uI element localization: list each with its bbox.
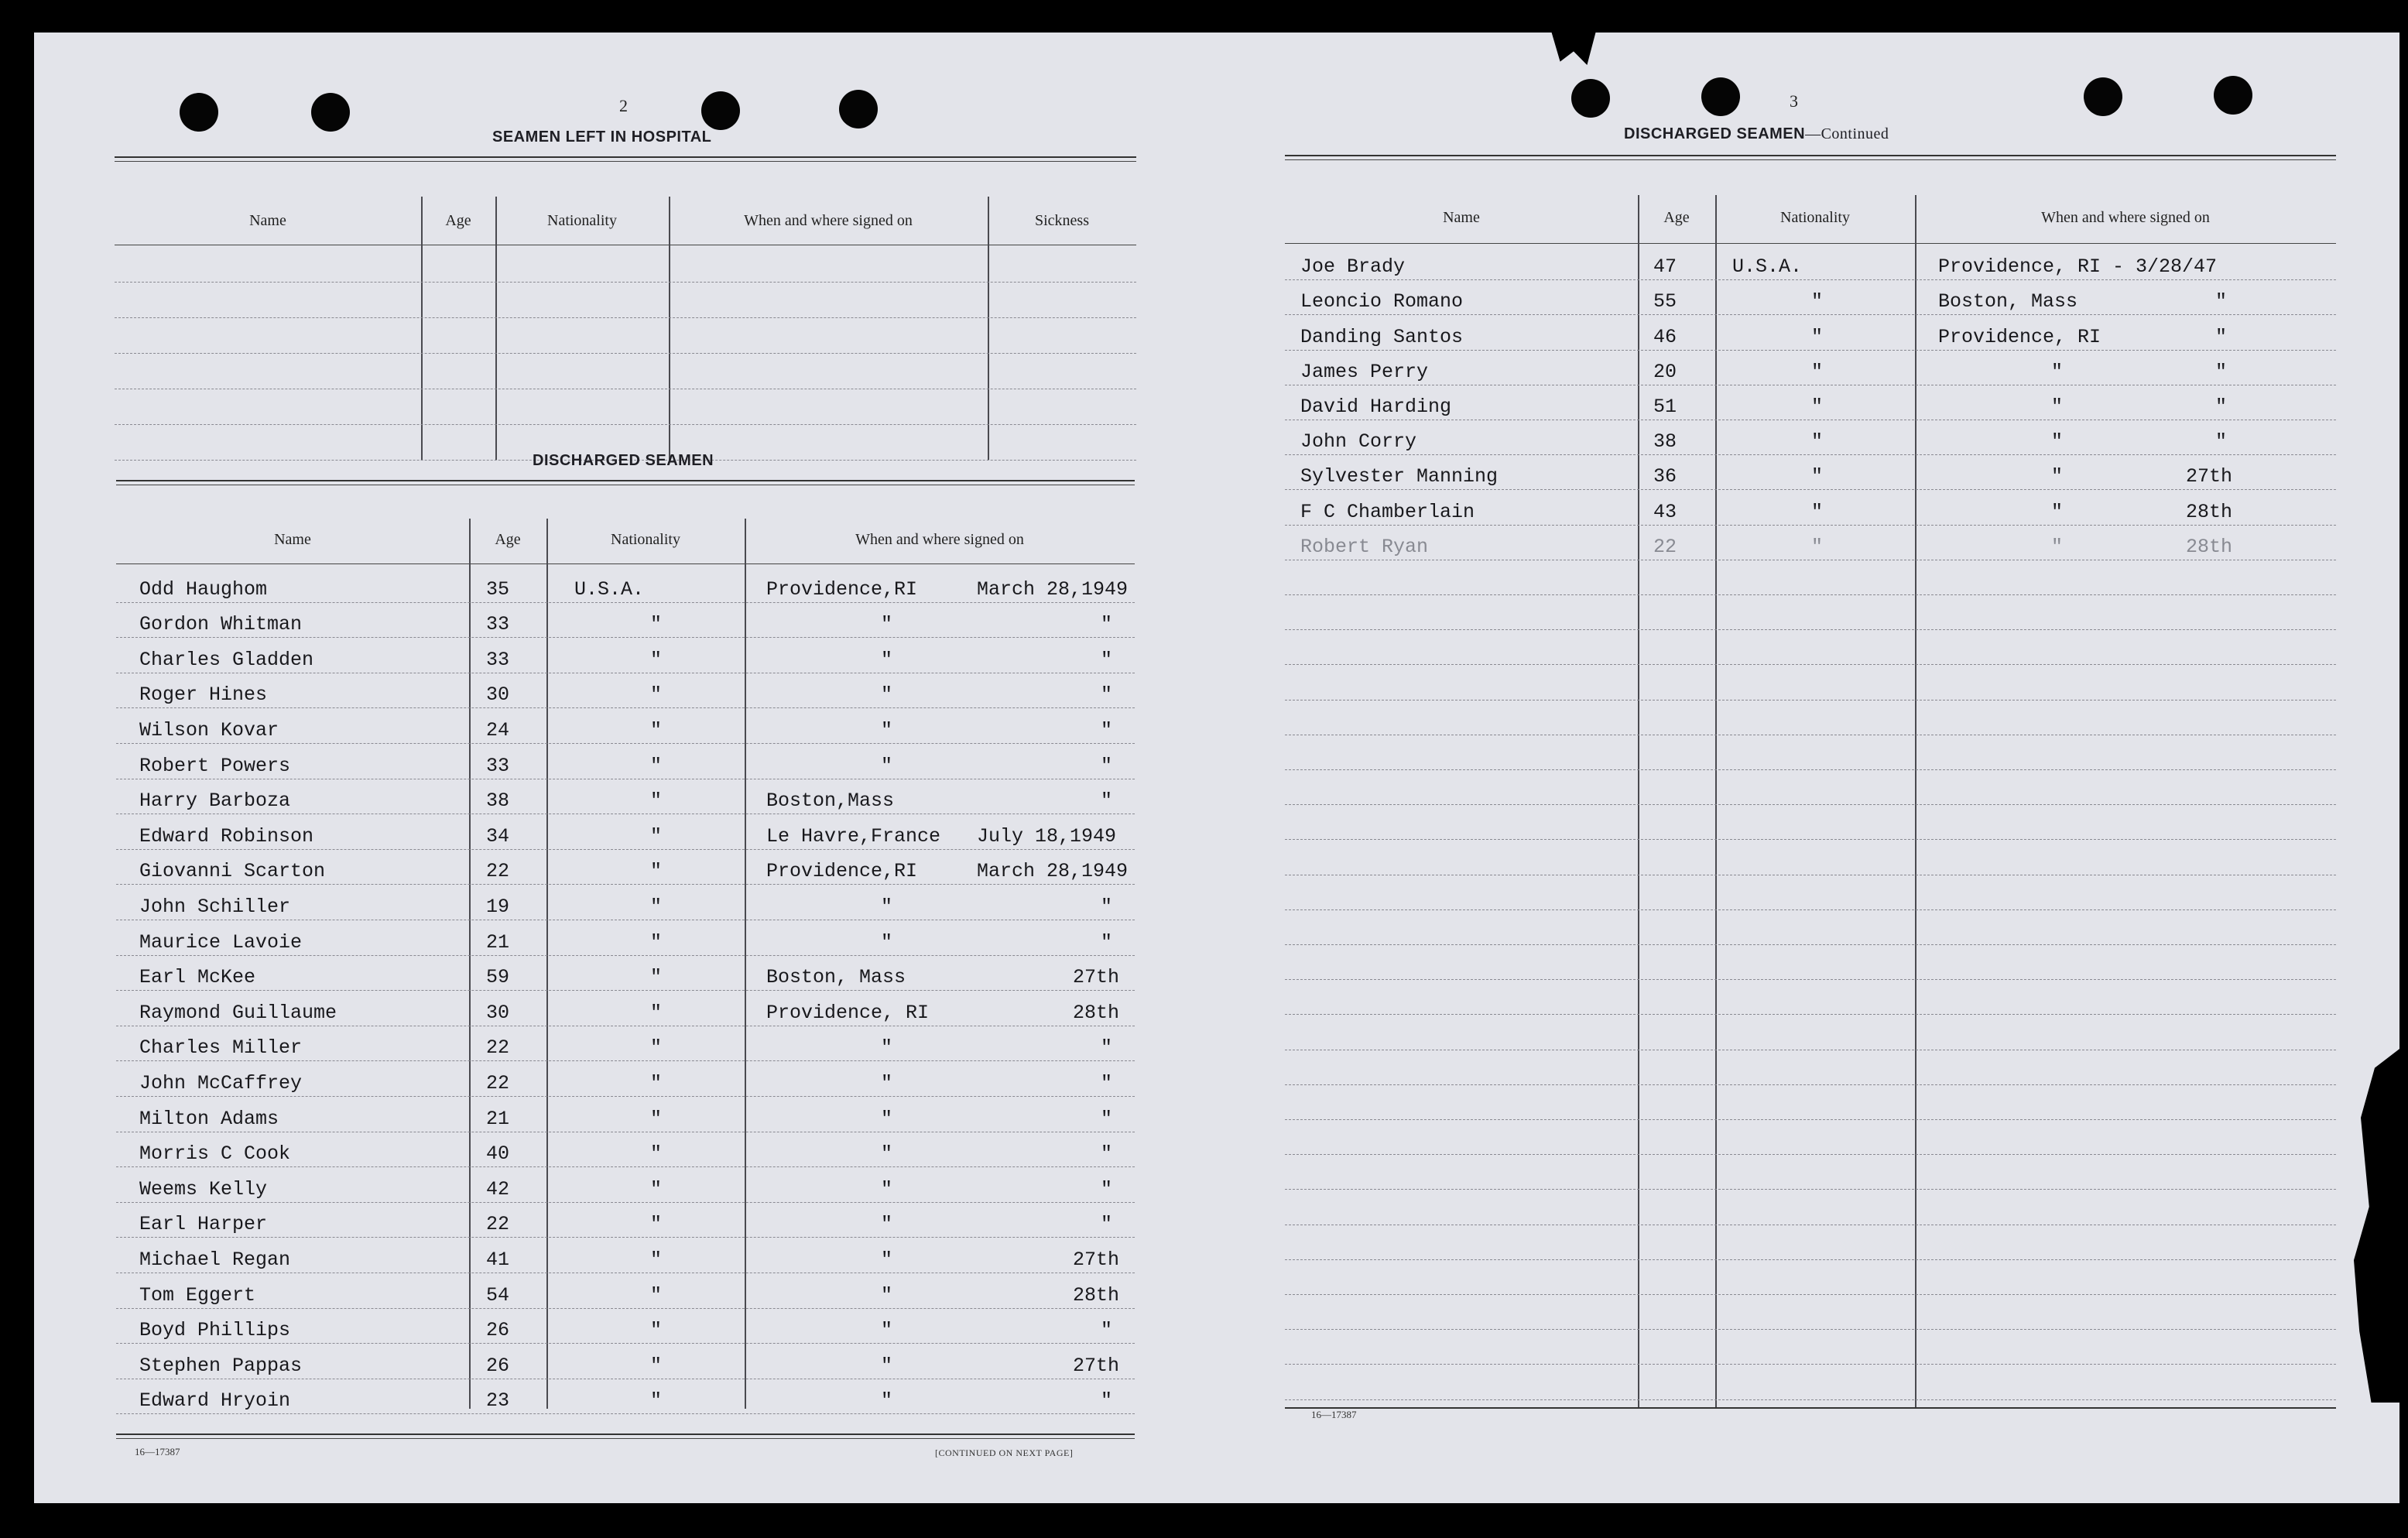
table-row <box>1285 489 2336 525</box>
page-number-right: 3 <box>1790 91 1798 111</box>
seaman-nationality: U.S.A. <box>574 577 645 601</box>
table-row <box>1285 525 2336 560</box>
column-header-age: Age <box>1663 209 1690 226</box>
seaman-nationality: " <box>650 824 663 848</box>
seaman-nationality: " <box>650 860 663 883</box>
column-header-nationality: Nationality <box>611 531 680 548</box>
signed-on-place: " <box>2051 430 2064 454</box>
table-row <box>1285 1294 2336 1330</box>
seaman-age: 41 <box>486 1248 510 1271</box>
seaman-age: 22 <box>486 1213 510 1236</box>
table-row <box>116 1026 1135 1062</box>
column-header-name: Name <box>1443 209 1480 226</box>
signed-on-place: " <box>881 1319 893 1342</box>
punch-hole <box>839 90 878 128</box>
seaman-nationality: " <box>650 1283 663 1307</box>
seaman-name: Robert Ryan <box>1300 535 1429 558</box>
signed-on-place: Providence, RI - 3/28/47 <box>1938 255 2218 279</box>
table-row <box>1285 1119 2336 1155</box>
signed-on-place: Providence,RI <box>766 860 918 883</box>
table-row <box>116 673 1135 709</box>
column-header-signed-on: When and where signed on <box>855 531 1024 548</box>
table-row <box>116 920 1135 956</box>
seaman-age: 22 <box>1653 535 1677 558</box>
signed-on-date: 27th <box>1073 1354 1120 1377</box>
column-header-signed-on: When and where signed on <box>744 212 913 229</box>
continued-note: [CONTINUED ON NEXT PAGE] <box>935 1447 1074 1458</box>
seaman-name: Maurice Lavoie <box>139 930 303 954</box>
table-row <box>1285 245 2336 280</box>
table-row <box>1285 909 2336 945</box>
table-row <box>1285 1050 2336 1085</box>
signed-on-place: " <box>881 718 893 742</box>
seaman-age: 38 <box>486 790 510 813</box>
seaman-name: Harry Barboza <box>139 790 291 813</box>
table-row <box>1285 594 2336 630</box>
seaman-nationality: " <box>650 1354 663 1377</box>
seaman-nationality: U.S.A. <box>1732 255 1803 279</box>
signed-on-date: " <box>1101 1213 1113 1236</box>
seaman-name: John Schiller <box>139 895 291 918</box>
table-row <box>116 990 1135 1026</box>
seaman-name: Charles Gladden <box>139 648 314 671</box>
seaman-name: David Harding <box>1300 395 1452 418</box>
table-row <box>1285 804 2336 840</box>
seaman-name: Michael Regan <box>139 1248 291 1271</box>
table-row <box>116 707 1135 744</box>
signed-on-place: " <box>881 1036 893 1060</box>
signed-on-place: " <box>881 683 893 707</box>
table-row <box>116 1308 1135 1344</box>
column-header-signed-on: When and where signed on <box>2041 209 2210 226</box>
seaman-age: 40 <box>486 1142 510 1166</box>
seaman-age: 33 <box>486 613 510 636</box>
seaman-age: 23 <box>486 1389 510 1413</box>
seaman-name: Roger Hines <box>139 683 268 707</box>
table-row <box>1285 875 2336 910</box>
table-row <box>116 884 1135 920</box>
signed-on-date: 27th <box>1073 966 1120 989</box>
seaman-age: 26 <box>486 1319 510 1342</box>
seaman-nationality: " <box>650 1319 663 1342</box>
signed-on-date: 28th <box>2186 500 2233 523</box>
signed-on-place: Providence, RI <box>1938 325 2101 348</box>
table-row <box>1285 735 2336 770</box>
discharged-continued-title <box>1624 125 1889 143</box>
seaman-age: 38 <box>1653 430 1677 454</box>
seaman-name: Leoncio Romano <box>1300 290 1464 313</box>
table-row <box>1285 1225 2336 1260</box>
seaman-name: Danding Santos <box>1300 325 1464 348</box>
torn-edge <box>1551 31 1596 65</box>
discharged-continued-table <box>1285 155 2336 1409</box>
table-row <box>116 1060 1135 1097</box>
table-row <box>1285 560 2336 595</box>
table-row <box>1285 385 2336 420</box>
signed-on-date: " <box>1101 790 1113 813</box>
seaman-age: 34 <box>486 824 510 848</box>
seaman-name: Robert Powers <box>139 754 291 777</box>
table-row <box>116 779 1135 815</box>
seaman-nationality: " <box>650 1177 663 1201</box>
table-row <box>1285 279 2336 315</box>
seaman-name: Tom Eggert <box>139 1283 256 1307</box>
seaman-name: Sylvester Manning <box>1300 465 1499 488</box>
seaman-nationality: " <box>650 1107 663 1130</box>
seaman-nationality: " <box>650 966 663 989</box>
seaman-age: 46 <box>1653 325 1677 348</box>
column-header-sickness: Sickness <box>1035 212 1089 229</box>
seaman-age: 55 <box>1653 290 1677 313</box>
signed-on-place: " <box>881 1283 893 1307</box>
punch-hole <box>701 91 740 130</box>
seaman-age: 54 <box>486 1283 510 1307</box>
seaman-nationality: " <box>650 683 663 707</box>
table-row <box>116 1273 1135 1309</box>
column-header-age: Age <box>495 531 521 548</box>
signed-on-date: " <box>1101 754 1113 777</box>
seaman-nationality: " <box>1811 535 1824 558</box>
signed-on-place: Providence,RI <box>766 577 918 601</box>
seaman-nationality: " <box>650 1389 663 1413</box>
seaman-age: 43 <box>1653 500 1677 523</box>
signed-on-date: " <box>2215 360 2228 383</box>
signed-on-place: " <box>881 895 893 918</box>
seaman-age: 24 <box>486 718 510 742</box>
seaman-name: Milton Adams <box>139 1107 279 1130</box>
signed-on-date: March 28,1949 <box>977 577 1129 601</box>
signed-on-place: " <box>2051 500 2064 523</box>
table-row <box>116 1237 1135 1273</box>
table-row <box>116 637 1135 673</box>
table-row <box>1285 1259 2336 1295</box>
signed-on-date: " <box>1101 895 1113 918</box>
table-row <box>1285 769 2336 805</box>
signed-on-date: " <box>1101 1142 1113 1166</box>
signed-on-place: Boston, Mass <box>1938 290 2078 313</box>
table-row <box>1285 664 2336 700</box>
seaman-nationality: " <box>1811 500 1824 523</box>
signed-on-place: " <box>2051 535 2064 558</box>
signed-on-place: Boston, Mass <box>766 966 906 989</box>
punch-hole <box>2214 76 2252 115</box>
signed-on-date: " <box>2215 395 2228 418</box>
seaman-age: 33 <box>486 754 510 777</box>
punch-hole <box>1571 79 1610 118</box>
seaman-age: 42 <box>486 1177 510 1201</box>
column-header-age: Age <box>445 212 471 229</box>
seaman-nationality: " <box>650 1036 663 1060</box>
seaman-nationality: " <box>650 1001 663 1024</box>
table-row <box>1285 1154 2336 1190</box>
signed-on-place: " <box>881 1107 893 1130</box>
seaman-name: Joe Brady <box>1300 255 1406 279</box>
seaman-age: 51 <box>1653 395 1677 418</box>
punch-hole <box>180 93 218 132</box>
seaman-nationality: " <box>650 648 663 671</box>
signed-on-date: " <box>1101 930 1113 954</box>
table-row <box>116 849 1135 885</box>
signed-on-date: " <box>2215 430 2228 454</box>
seaman-nationality: " <box>1811 360 1824 383</box>
seaman-name: John McCaffrey <box>139 1071 303 1094</box>
table-row <box>116 955 1135 992</box>
signed-on-place: " <box>881 1071 893 1094</box>
seaman-age: 21 <box>486 1107 510 1130</box>
seaman-nationality: " <box>650 754 663 777</box>
table-row <box>1285 350 2336 385</box>
signed-on-place: " <box>881 1213 893 1236</box>
signed-on-date: 27th <box>2186 465 2233 488</box>
hospital-table <box>115 156 1136 460</box>
seaman-age: 19 <box>486 895 510 918</box>
signed-on-place: " <box>881 613 893 636</box>
seaman-name: Earl Harper <box>139 1213 268 1236</box>
table-row <box>1285 1084 2336 1120</box>
table-row <box>1285 1189 2336 1225</box>
table-row <box>116 1166 1135 1203</box>
signed-on-date: 28th <box>1073 1283 1120 1307</box>
seaman-nationality: " <box>650 613 663 636</box>
signed-on-date: March 28,1949 <box>977 860 1129 883</box>
signed-on-place: " <box>881 754 893 777</box>
column-header-nationality: Nationality <box>1780 209 1850 226</box>
seaman-nationality: " <box>1811 430 1824 454</box>
signed-on-place: " <box>881 1389 893 1413</box>
signed-on-place: Boston,Mass <box>766 790 895 813</box>
seaman-name: Edward Hryoin <box>139 1389 291 1413</box>
seaman-age: 22 <box>486 1071 510 1094</box>
signed-on-date: " <box>1101 683 1113 707</box>
signed-on-place: Le Havre,France <box>766 824 941 848</box>
form-number-right: 16—17387 <box>1311 1409 1357 1420</box>
signed-on-date: " <box>1101 1319 1113 1342</box>
seaman-name: Stephen Pappas <box>139 1354 303 1377</box>
page-number-left: 2 <box>619 96 628 115</box>
table-row <box>116 1343 1135 1379</box>
seaman-name: Morris C Cook <box>139 1142 291 1166</box>
punch-hole <box>311 93 350 132</box>
table-row <box>116 1202 1135 1238</box>
signed-on-place: " <box>2051 465 2064 488</box>
seaman-name: John Corry <box>1300 430 1417 454</box>
table-row <box>1285 629 2336 665</box>
seaman-name: Raymond Guillaume <box>139 1001 337 1024</box>
signed-on-date: " <box>1101 1389 1113 1413</box>
table-row <box>1285 1329 2336 1365</box>
signed-on-date: " <box>1101 718 1113 742</box>
seaman-age: 30 <box>486 683 510 707</box>
signed-on-date: " <box>2215 325 2228 348</box>
signed-on-place: " <box>881 1142 893 1166</box>
continued-suffix: —Continued <box>1805 125 1889 142</box>
seaman-nationality: " <box>1811 395 1824 418</box>
signed-on-date: " <box>1101 1071 1113 1094</box>
signed-on-place: " <box>881 648 893 671</box>
seaman-age: 47 <box>1653 255 1677 279</box>
seaman-age: 22 <box>486 1036 510 1060</box>
seaman-nationality: " <box>650 930 663 954</box>
seaman-nationality: " <box>650 895 663 918</box>
seaman-nationality: " <box>1811 465 1824 488</box>
seaman-age: 20 <box>1653 360 1677 383</box>
seaman-nationality: " <box>650 1248 663 1271</box>
seaman-nationality: " <box>650 1142 663 1166</box>
seaman-name: F C Chamberlain <box>1300 500 1475 523</box>
table-row <box>116 1379 1135 1415</box>
discharged-table <box>116 480 1135 1413</box>
seaman-age: 35 <box>486 577 510 601</box>
seaman-age: 26 <box>486 1354 510 1377</box>
table-row <box>1285 979 2336 1015</box>
signed-on-date: " <box>2215 290 2228 313</box>
column-header-nationality: Nationality <box>547 212 617 229</box>
table-row <box>1285 454 2336 490</box>
table-row <box>116 567 1135 603</box>
seaman-name: Giovanni Scarton <box>139 860 326 883</box>
table-row <box>1285 420 2336 455</box>
seaman-nationality: " <box>650 718 663 742</box>
signed-on-date: " <box>1101 1036 1113 1060</box>
seaman-age: 59 <box>486 966 510 989</box>
signed-on-date: " <box>1101 1177 1113 1201</box>
signed-on-place: " <box>2051 395 2064 418</box>
signed-on-place: " <box>2051 360 2064 383</box>
signed-on-place: " <box>881 1248 893 1271</box>
signed-on-place: " <box>881 930 893 954</box>
table-row <box>116 602 1135 639</box>
seaman-name: Earl McKee <box>139 966 256 989</box>
seaman-nationality: " <box>650 1213 663 1236</box>
seaman-nationality: " <box>650 1071 663 1094</box>
punch-hole <box>1701 77 1740 116</box>
signed-on-date: " <box>1101 648 1113 671</box>
table-row <box>1285 314 2336 350</box>
seaman-name: Wilson Kovar <box>139 718 279 742</box>
table-row <box>1285 839 2336 875</box>
seaman-name: James Perry <box>1300 360 1429 383</box>
table-row <box>116 1096 1135 1132</box>
seaman-age: 33 <box>486 648 510 671</box>
seaman-name: Edward Robinson <box>139 824 314 848</box>
signed-on-date: July 18,1949 <box>977 824 1117 848</box>
punch-hole <box>2084 77 2122 116</box>
table-row <box>116 814 1135 850</box>
form-number-left: 16—17387 <box>135 1446 180 1458</box>
seaman-name: Charles Miller <box>139 1036 303 1060</box>
signed-on-place: " <box>881 1354 893 1377</box>
seaman-name: Boyd Phillips <box>139 1319 291 1342</box>
signed-on-date: " <box>1101 1107 1113 1130</box>
signed-on-place: Providence, RI <box>766 1001 930 1024</box>
seaman-age: 22 <box>486 860 510 883</box>
seaman-nationality: " <box>1811 290 1824 313</box>
signed-on-date: 28th <box>2186 535 2233 558</box>
table-row <box>116 743 1135 779</box>
signed-on-place: " <box>881 1177 893 1201</box>
seaman-name: Odd Haughom <box>139 577 268 601</box>
discharged-title: DISCHARGED SEAMEN <box>533 452 714 469</box>
seaman-age: 30 <box>486 1001 510 1024</box>
column-header-name: Name <box>274 531 311 548</box>
table-row <box>1285 944 2336 980</box>
signed-on-date: 28th <box>1073 1001 1120 1024</box>
seaman-nationality: " <box>1811 325 1824 348</box>
seaman-name: Gordon Whitman <box>139 613 303 636</box>
seaman-nationality: " <box>650 790 663 813</box>
signed-on-date: " <box>1101 613 1113 636</box>
table-row <box>1285 700 2336 735</box>
column-header-name: Name <box>249 212 286 229</box>
seaman-age: 21 <box>486 930 510 954</box>
table-row <box>1285 1364 2336 1399</box>
discharged-continued-title-text: DISCHARGED SEAMEN <box>1624 125 1806 142</box>
table-row <box>1285 1014 2336 1050</box>
document-sheet <box>34 33 2399 1503</box>
hospital-title: SEAMEN LEFT IN HOSPITAL <box>492 128 712 146</box>
seaman-name: Weems Kelly <box>139 1177 268 1201</box>
seaman-age: 36 <box>1653 465 1677 488</box>
signed-on-date: 27th <box>1073 1248 1120 1271</box>
table-row <box>116 1132 1135 1168</box>
torn-edge <box>2333 1046 2403 1403</box>
